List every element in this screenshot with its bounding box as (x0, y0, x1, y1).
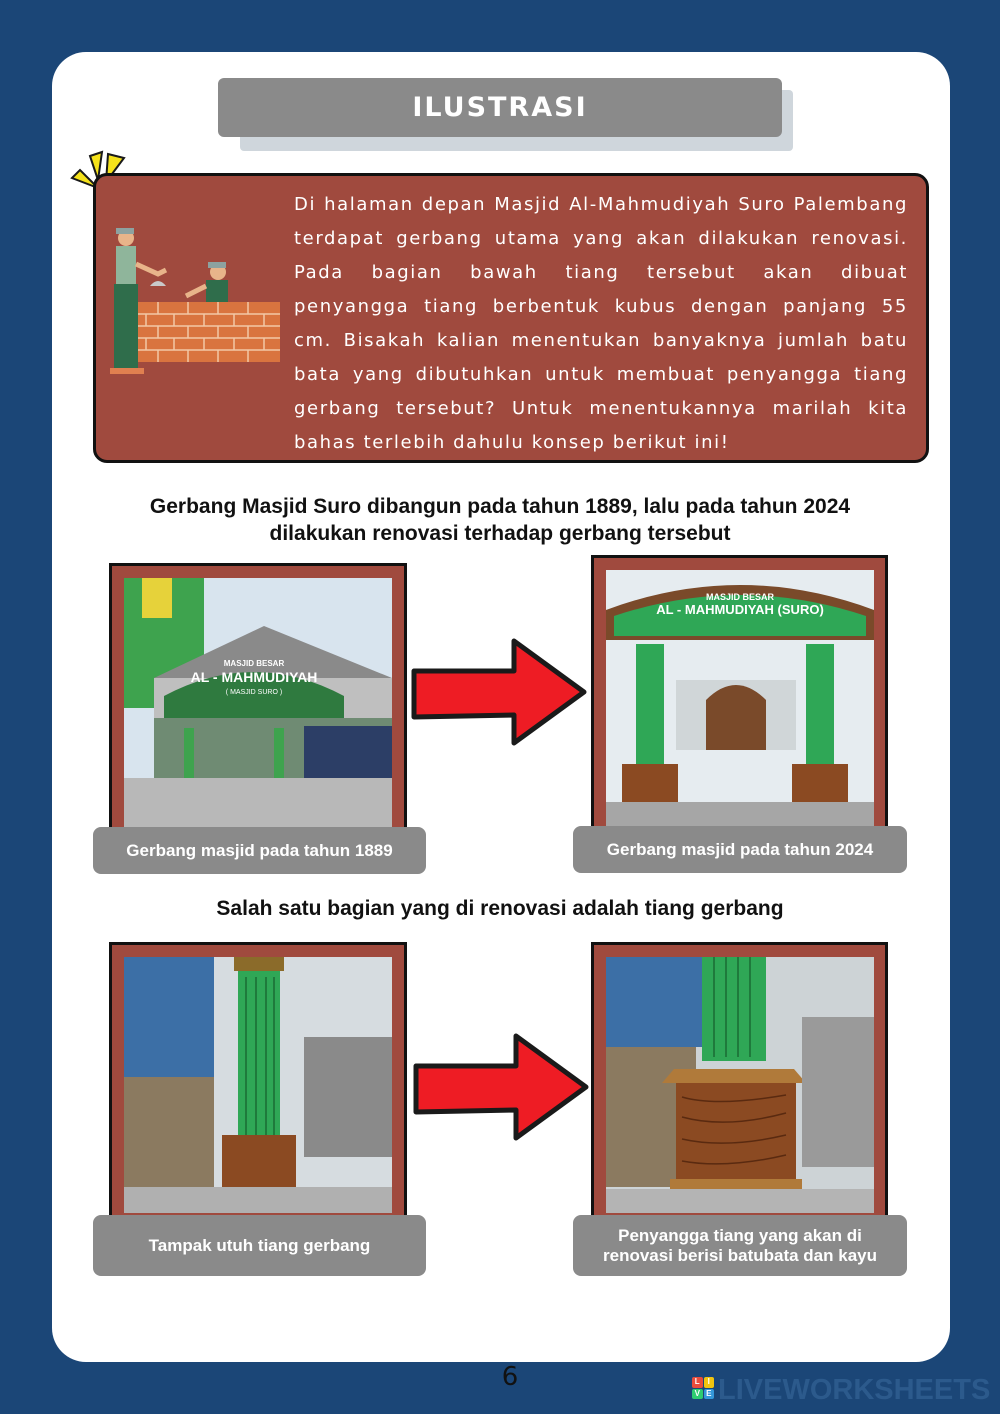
full-pillar-photo (124, 957, 392, 1213)
logo-letter: L (692, 1377, 703, 1388)
new-gate-caption: Gerbang masjid pada tahun 2024 (573, 826, 907, 873)
old-gate-sign-line3: ( MASJID SURO ) (225, 689, 283, 696)
bricklayer-workers-illustration (106, 224, 286, 376)
intro-box (93, 173, 929, 463)
new-gate-photo (606, 570, 874, 826)
full-pillar-caption: Tampak utuh tiang gerbang (93, 1215, 426, 1276)
section1-heading: Gerbang Masjid Suro dibangun pada tahun 1889, lalu pada tahun 2024 dilakukan renovasi terhadap gerbang tersebut (149, 495, 851, 545)
page-number: 6 (501, 1362, 519, 1392)
old-gate-sign-line2: AL - MAHMUDIYAH (190, 669, 318, 685)
pillar-base-photo (606, 957, 874, 1213)
liveworksheets-brand[interactable]: LIVEWORKSHEETS (718, 1374, 991, 1406)
old-gate-caption: Gerbang masjid pada tahun 1889 (93, 827, 426, 874)
page-title: ILUSTRASI (218, 78, 782, 137)
logo-letter: E (704, 1389, 715, 1400)
pillar-base-caption: Penyangga tiang yang akan di renovasi berisi batubata dan kayu (573, 1215, 907, 1276)
liveworksheets-logo-icon (692, 1377, 714, 1399)
new-gate-sign-line2: AL - MAHMUDIYAH (SURO) (656, 602, 824, 617)
old-gate-sign-line1: MASJID BESAR (223, 659, 285, 668)
intro-paragraph: Di halaman depan Masjid Al-Mahmudiyah Suro Palembang terdapat gerbang utama yang akan dilakukan renovasi. Pada bagian bawah tiang tersebut akan dibuat penyangga tiang berbentuk kubus dengan panjang 55 cm. Bisakah kalian menentukan banyaknya jumlah batu bata yang dibutuhkan untuk membuat penyangga tiang gerbang tersebut? Untuk menentukannya marilah kita bahas terlebih dahulu konsep berikut ini! (294, 194, 908, 453)
old-gate-photo-frame (109, 563, 407, 835)
logo-letter: V (692, 1389, 703, 1400)
right-arrow-icon (412, 1032, 590, 1142)
new-gate-sign-line1: MASJID BESAR (705, 592, 775, 602)
pillar-base-photo-frame (591, 942, 888, 1222)
old-gate-photo (124, 578, 392, 830)
full-pillar-photo-frame (109, 942, 407, 1222)
logo-letter: I (704, 1377, 715, 1388)
section2-heading: Salah satu bagian yang di renovasi adalah tiang gerbang (216, 897, 784, 920)
new-gate-photo-frame (591, 555, 888, 833)
right-arrow-icon (410, 637, 588, 747)
